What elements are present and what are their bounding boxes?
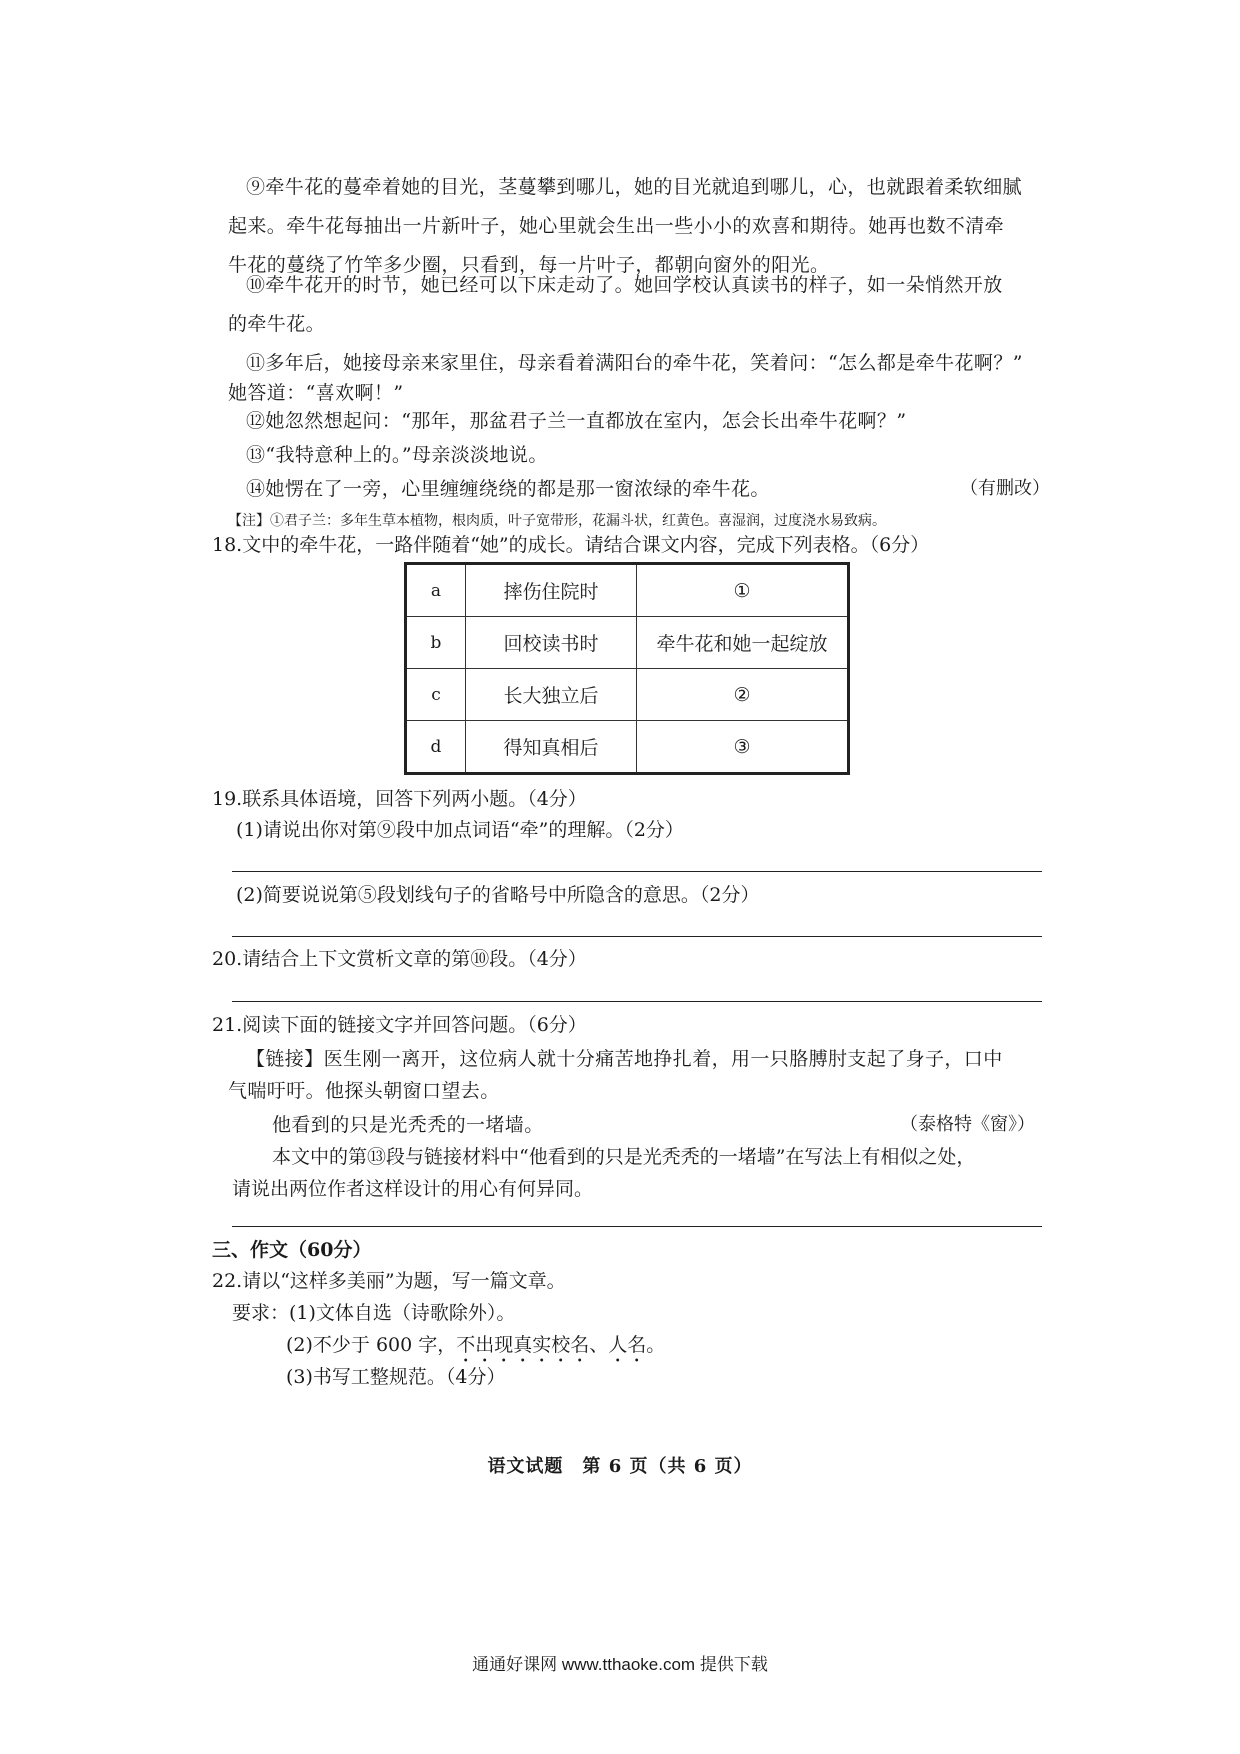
answer-table [404,562,850,775]
table-row [406,669,849,721]
answer-line [232,871,1042,872]
question-20-prompt: 20.请结合上下文赏析文章的第⑩段。（4分） [212,948,587,970]
row-stage: 回校读书时 [466,617,637,669]
row-answer: ① [637,564,849,617]
paragraph-10-line-2: 的牵牛花。 [228,313,326,335]
row-stage: 长大独立后 [466,669,637,721]
footnote: 【注】①君子兰：多年生草本植物，根肉质，叶子宽带形，花漏斗状，红黄色。喜湿润，过度浇水易致病。 [228,513,886,529]
table-row [406,721,849,774]
link-text-line-3: 他看到的只是光秃秃的一堵墙。 [272,1114,544,1136]
question-19-2: (2)简要说说第⑤段划线句子的省略号中所隐含的意思。（2分） [236,884,760,906]
question-19-prompt: 19.联系具体语境，回答下列两小题。（4分） [212,788,587,810]
paragraph-9-line-1: ⑨牵牛花的蔓牵着她的目光，茎蔓攀到哪儿，她的目光就追到哪儿，心，也就跟着柔软细腻 [246,176,1023,198]
paragraph-11-line-2: 她答道：“喜欢啊！” [228,382,404,404]
requirement-1: 要求：(1)文体自选（诗歌除外）。 [232,1302,516,1324]
question-21-task-line-2: 请说出两位作者这样设计的用心有何异同。 [232,1178,594,1200]
paragraph-9-line-3: 牛花的蔓绕了竹竿多少圈，只看到，每一片叶子，都朝向窗外的阳光。 [228,254,830,276]
requirement-3: (3)书写工整规范。（4分） [286,1366,506,1388]
row-answer: 牵牛花和她一起绽放 [637,617,849,669]
answer-line [232,936,1042,937]
question-22-prompt: 22.请以“这样多美丽”为题，写一篇文章。 [212,1270,566,1292]
answer-line [232,1001,1042,1002]
link-text-line-2: 气喘吁吁。他探头朝窗口望去。 [228,1080,500,1102]
row-label: b [406,617,466,669]
link-text-line-1: 【链接】医生刚一离开，这位病人就十分痛苦地挣扎着，用一只胳膊肘支起了身子，口中 [246,1048,1003,1070]
requirement-2-text: (2)不少于 600 字， [286,1334,457,1356]
row-answer: ② [637,669,849,721]
paragraph-9-line-2: 起来。牵牛花每抽出一片新叶子，她心里就会生出一些小小的欢喜和期待。她再也数不清牵 [228,215,1005,237]
table-row [406,617,849,669]
requirement-2-end: 。 [646,1334,666,1356]
paragraph-13: ⑬“我特意种上的。”母亲淡淡地说。 [246,444,548,466]
row-stage: 摔伤住院时 [466,564,637,617]
requirement-2-emphasis: 不出现真实校名、人名 [456,1334,647,1356]
row-label: a [406,564,466,617]
question-19-1: (1)请说出你对第⑨段中加点词语“牵”的理解。（2分） [236,819,684,841]
paragraph-11-line-1: ⑪多年后，她接母亲来家里住，母亲看着满阳台的牵牛花，笑着问：“怎么都是牵牛花啊？” [246,352,1023,374]
paragraph-14: ⑭她愣在了一旁，心里缠缠绕绕的都是那一窗浓绿的牵牛花。 [246,478,770,500]
page-number: 语文试题 第 6 页（共 6 页） [487,1456,753,1477]
download-credit: 通通好课网 www.tthaoke.com 提供下载 [472,1655,768,1674]
paragraph-10-line-1: ⑩牵牛花开的时节，她已经可以下床走动了。她回学校认真读书的样子，如一朵悄然开放 [246,274,1003,296]
row-label: c [406,669,466,721]
row-answer: ③ [637,721,849,774]
row-stage: 得知真相后 [466,721,637,774]
question-18-prompt: 18.文中的牵牛花，一路伴随着“她”的成长。请结合课文内容，完成下列表格。（6分） [212,534,930,556]
section-3-title: 三、作文（60分） [212,1239,372,1261]
answer-line [232,1226,1042,1227]
paragraph-12: ⑫她忽然想起问：“那年，那盆君子兰一直都放在室内，怎会长出牵牛花啊？” [246,410,907,432]
question-21-task-line-1: 本文中的第⑬段与链接材料中“他看到的只是光秃秃的一堵墙”在写法上有相似之处， [272,1146,976,1168]
link-source: （泰格特《窗》） [900,1114,1035,1135]
source-note: （有删改） [960,478,1050,499]
question-21-prompt: 21.阅读下面的链接文字并回答问题。（6分） [212,1014,587,1036]
row-label: d [406,721,466,774]
table-row [406,564,849,617]
